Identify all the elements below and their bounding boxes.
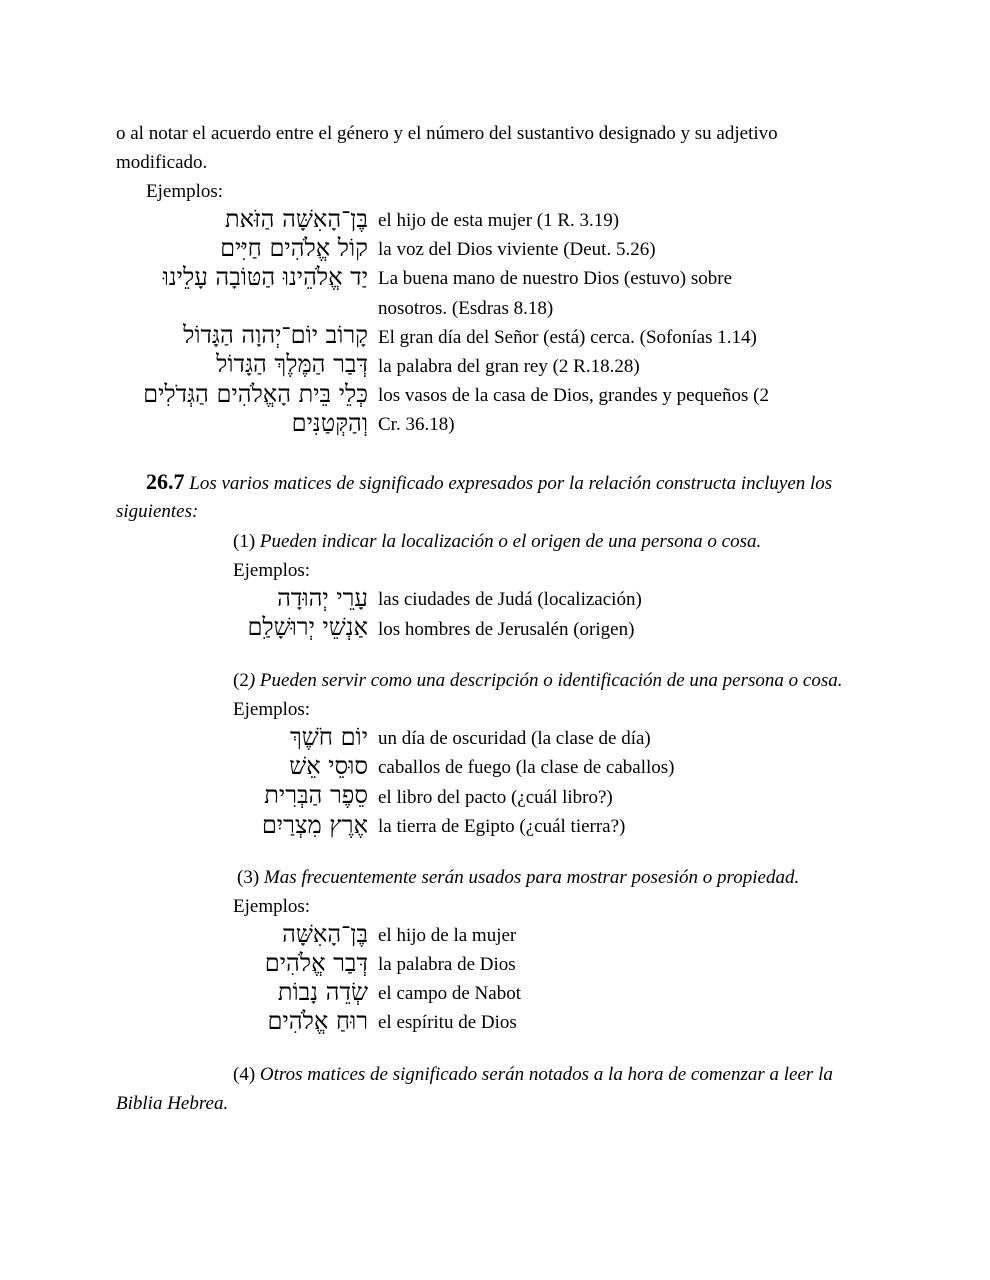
spanish-translation: el campo de Nabot — [378, 983, 521, 1004]
spanish-translation: la tierra de Egipto (¿cuál tierra?) — [378, 816, 626, 837]
hebrew-example: רוּחַ אֱלֹהִים — [267, 1007, 368, 1035]
spanish-translation: las ciudades de Judá (localización) — [378, 589, 642, 610]
sub3-examples-label: Ejemplos: — [233, 896, 311, 917]
spanish-translation: la palabra de Dios — [378, 954, 516, 975]
sub1-number: (1) — [233, 531, 256, 552]
sub4-heading — [233, 1063, 833, 1087]
section-text: Los varios matices de significado expresados por la relación constructa incluyen los — [189, 473, 833, 494]
sub2-number: (2 — [233, 670, 249, 691]
spanish-translation: La buena mano de nuestro Dios (estuvo) sobre — [378, 268, 733, 289]
sub1-heading — [233, 530, 761, 554]
sub2-examples-label: Ejemplos: — [233, 699, 311, 720]
hebrew-example: יוֹם חֹשֶׁךְ — [289, 723, 368, 751]
sub2-text: ) Pueden servir como una descripción o identificación de una persona o cosa. — [248, 670, 843, 691]
spanish-translation: la palabra del gran rey (2 R.18.28) — [378, 356, 640, 377]
sub4-number: (4) — [233, 1064, 256, 1085]
spanish-translation: el hijo de la mujer — [378, 925, 517, 946]
spanish-translation: El gran día del Señor (está) cerca. (Sofonías 1.14) — [378, 327, 757, 348]
hebrew-example: שְׂדֵה נָבוֹת — [277, 978, 368, 1006]
examples-label: Ejemplos: — [146, 181, 224, 202]
sub1-examples-label: Ejemplos: — [233, 560, 311, 581]
spanish-translation: el espíritu de Dios — [378, 1012, 517, 1033]
hebrew-example-cont: וְהַקְּטַנִּים — [291, 409, 368, 437]
spanish-translation: el libro del pacto (¿cuál libro?) — [378, 787, 613, 808]
sub1-text: Pueden indicar la localización o el origen de una persona o cosa. — [259, 531, 762, 552]
hebrew-example: בֶּן־הָאִשָּׁה — [282, 920, 368, 948]
sub3-number: (3) — [237, 867, 260, 888]
hebrew-example: יַד אֱלֹהֵינוּ הַטּוֹבָה עָלֵינוּ — [162, 263, 368, 291]
section-heading — [146, 470, 832, 496]
sub3-text: Mas frecuentemente serán usados para mostrar posesión o propiedad. — [263, 867, 800, 888]
hebrew-example: דְּבַר אֱלֹהִים — [264, 949, 368, 977]
sub2-heading — [233, 669, 842, 693]
sub3-heading — [237, 866, 799, 890]
spanish-translation: un día de oscuridad (la clase de día) — [378, 728, 651, 749]
hebrew-example: כְּלֵי בֵּית הָאֱלֹהִים הַגְּדֹלִים — [143, 380, 368, 408]
intro-line-1: o al notar el acuerdo entre el género y el número del sustantivo designado y su adjetivo — [116, 123, 778, 144]
hebrew-example: קוֹל אֱלֹהִים חַיִּים — [220, 234, 368, 262]
spanish-translation-cont: Cr. 36.18) — [378, 414, 455, 435]
sub4-text-2: Biblia Hebrea. — [116, 1093, 229, 1114]
sub4-text-cont — [116, 1092, 228, 1116]
spanish-translation-cont: nosotros. (Esdras 8.18) — [378, 298, 554, 319]
section-text-2: siguientes: — [116, 501, 199, 522]
spanish-translation: la voz del Dios viviente (Deut. 5.26) — [378, 239, 656, 260]
section-text-cont — [116, 500, 198, 524]
hebrew-example: עָרֵי יְהוּדָה — [277, 584, 368, 612]
spanish-translation: los vasos de la casa de Dios, grandes y pequeños (2 — [378, 385, 769, 406]
section-number: 26.7 — [146, 469, 185, 494]
sub4-text: Otros matices de significado serán notados a la hora de comenzar a leer la — [259, 1064, 833, 1085]
hebrew-example: אֶרֶץ מִצְרַיִם — [261, 811, 368, 839]
hebrew-example: דְּבַר הַמֶּלֶךְ הַגָּדוֹל — [216, 350, 368, 378]
hebrew-example: קָרוֹב יוֹם־יְהוָה הַגָּדוֹל — [183, 321, 368, 349]
hebrew-example: בֶּן־הָאִשָּׁה הַזֹּאת — [224, 205, 368, 233]
hebrew-example: אַנְשֵׁי יְרוּשָׁלַ͏ִם — [247, 613, 368, 641]
hebrew-example: סוּסֵי אֵשׁ — [289, 752, 368, 780]
spanish-translation: los hombres de Jerusalén (origen) — [378, 619, 635, 640]
spanish-translation: el hijo de esta mujer (1 R. 3.19) — [378, 210, 620, 231]
intro-line-2: modificado. — [116, 152, 208, 173]
spanish-translation: caballos de fuego (la clase de caballos) — [378, 757, 675, 778]
hebrew-example: סֵפֶר הַבְּרִית — [264, 781, 368, 809]
